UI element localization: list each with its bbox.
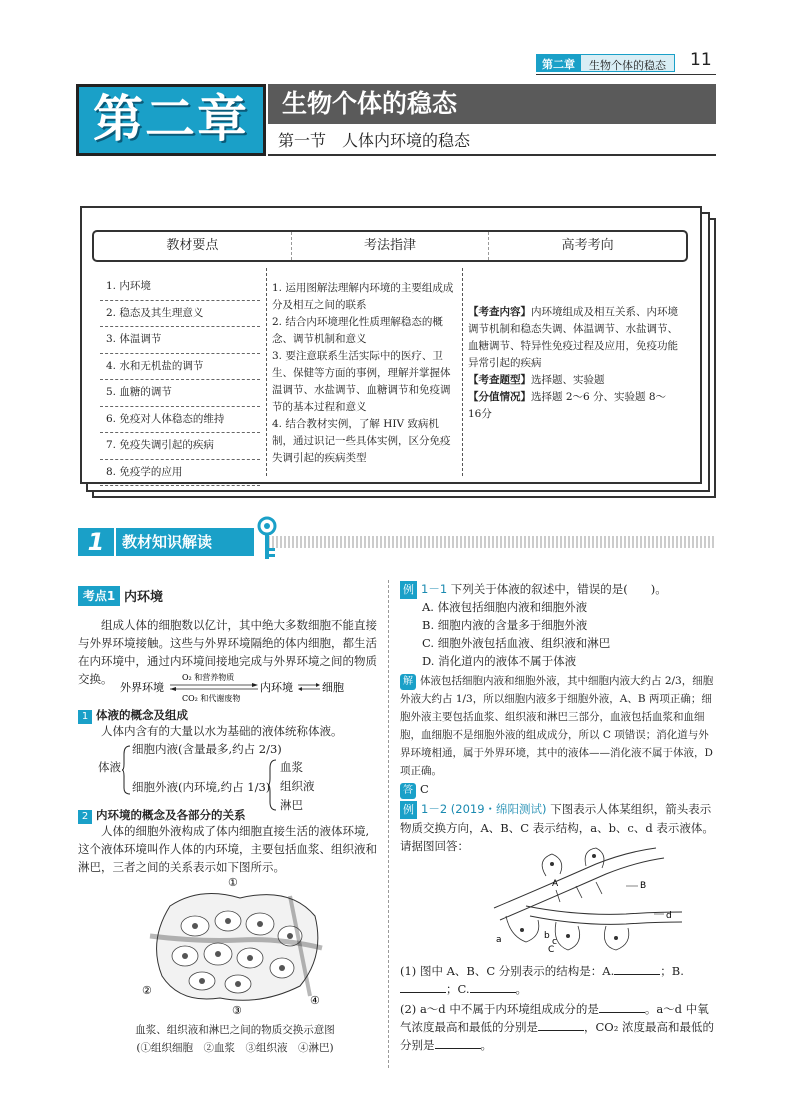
answer-blank[interactable] <box>538 1030 584 1031</box>
fluid-root: 体液 <box>98 760 121 774</box>
question-1: (1) 图中 A、B、C 分别表示的结构是：A. ；B. ；C. 。 <box>400 964 684 996</box>
points-list <box>100 274 260 486</box>
list-item: 5. 血糖的调节 <box>100 380 260 407</box>
page-number: 11 <box>690 50 712 70</box>
running-header <box>536 54 675 72</box>
figure-label: A <box>552 879 559 889</box>
answer-blank[interactable] <box>470 992 516 993</box>
overview-table <box>80 206 702 484</box>
option-c: C. 细胞外液包括血液、组织液和淋巴 <box>422 636 611 650</box>
list-item: 8. 免疫学的应用 <box>100 460 260 487</box>
list-item: 4. 水和无机盐的调节 <box>100 354 260 381</box>
subheading-1: 1 体液的概念及组成 <box>78 706 378 724</box>
flow-bottom: CO₂ 和代谢废物 <box>182 694 241 703</box>
fluid-tissue: 组织液 <box>280 779 315 793</box>
trend-content: 【考查内容】内环境组成及相互关系、内环境调节机制和稳态失调、体温调节、水盐调节、血糖调节、特异性免疫过程及应用，免疫功能异常引起的疾病 <box>468 306 678 369</box>
chapter-badge: 第二章 <box>76 84 266 156</box>
example-2-question: 例 1－2 (2019・绵阳测试) 下图表示人体某组织，箭头表示物质交换方向，A、B、C 表示结构，a、b、c、d 表示液体。请据图回答： <box>400 802 714 853</box>
chapter-tag: 第二章 <box>536 54 581 72</box>
header-rule <box>536 74 716 75</box>
figure-caption: 血浆、组织液和淋巴之间的物质交换示意图 <box>135 1024 335 1036</box>
answer-blank[interactable] <box>614 974 660 975</box>
list-item: 2. 稳态及其生理意义 <box>100 301 260 328</box>
topic-badge: 考点1 <box>78 586 120 606</box>
option-a: A. 体液包括细胞内液和细胞外液 <box>422 600 588 614</box>
list-item: 2. 结合内环境理化性质理解稳态的概念、调节机制和意义 <box>272 316 443 345</box>
trend-score: 【分值情况】选择题 2～6 分、实验题 8～16分 <box>468 391 667 420</box>
section-tag: 生物个体的稳态 <box>581 54 675 72</box>
subheading-2: 2 内环境的概念及各部分的关系 <box>78 806 378 824</box>
trends-block <box>468 304 678 423</box>
trend-type: 【考查题型】选择题、实验题 <box>468 374 605 386</box>
methods-list <box>272 280 458 467</box>
figure-label: ④ <box>310 994 320 1007</box>
chapter-title: 生物个体的稳态 <box>268 84 716 124</box>
figure-label: ② <box>142 984 152 997</box>
flow-right: 细胞 <box>322 681 344 694</box>
list-item: 3. 体温调节 <box>100 327 260 354</box>
example-1-options <box>422 598 712 670</box>
header-methods: 考法指津 <box>291 232 489 260</box>
list-item: 4. 结合教材实例，了解 HIV 致病机制，通过识记一些具体实例，区分免疫失调引起的疾病类型 <box>272 418 451 464</box>
fluid-plasma: 血浆 <box>280 760 303 774</box>
figure-label: B <box>640 881 647 891</box>
question-2: (2) a～d 中不属于内环境组成成分的是 。a～d 中氧气浓度最高和最低的分别是 ，CO₂ 浓度最高和最低的分别是 。 <box>400 1002 714 1052</box>
answer-blank[interactable] <box>599 1012 645 1013</box>
solution-1: 解 体液包括细胞内液和细胞外液，其中细胞内液大约占 2/3，细胞外液大约占 1/3，所以细胞内液多于细胞外液，A、B 两项正确；细胞外液主要包括血浆、组织液和淋巴三部分，血液包括血浆和血细胞，血细胞不是细胞外液的组成成分，所以 C 项错误；消化道与外界环境相通，属于外界环境，其中的液体——消化液不属于体液，D 项正确。 <box>400 675 714 777</box>
list-item: 3. 要注意联系生活实际中的医疗、卫生、保健等方面的事例，理解并掌握体温调节、水盐调节、血糖调节和免疫调节的基本过程和意义 <box>272 350 451 413</box>
fluid-tree <box>98 740 378 812</box>
section-number: 1 <box>78 528 114 556</box>
column-divider <box>462 268 463 476</box>
tissue-structure-figure <box>486 846 686 956</box>
figure-label: ③ <box>232 1004 242 1016</box>
figure-legend: (①组织细胞 ②血浆 ③组织液 ④淋巴) <box>136 1042 334 1054</box>
intro-paragraph: 组成人体的细胞数以亿计，其中绝大多数细胞不能直接与外界环境接触。这些与外界环境隔绝的体内细胞，都生活在内环境中，通过内环境间接地完成与外界环境之间的物质交换。 <box>78 618 377 686</box>
fluid-lymph: 淋巴 <box>280 798 303 812</box>
answer-blank[interactable] <box>435 1048 481 1049</box>
list-item: 1. 内环境 <box>100 274 260 301</box>
example-1-question: 例 1－1 下列关于体液的叙述中，错误的是( )。 <box>400 580 716 599</box>
topic-title: 内环境 <box>124 590 164 605</box>
section-strip <box>268 536 716 548</box>
section-subtitle: 第一节 人体内环境的稳态 <box>268 126 716 156</box>
figure-label: c <box>552 937 557 947</box>
figure-label: a <box>496 935 502 945</box>
list-item: 6. 免疫对人体稳态的维持 <box>100 407 260 434</box>
flow-mid: 内环境 <box>260 681 293 694</box>
key-icon <box>254 516 280 564</box>
column-divider <box>266 268 267 476</box>
flow-top: O₂ 和营养物质 <box>182 673 235 682</box>
tissue-exchange-figure <box>140 876 330 1016</box>
list-item: 7. 免疫失调引起的疾病 <box>100 433 260 460</box>
sub1-text: 人体内含有的大量以水为基础的液体统称体液。 <box>101 724 343 738</box>
exchange-flow <box>120 670 360 704</box>
answer-blank[interactable] <box>400 992 446 993</box>
option-b: B. 细胞内液的含量多于细胞外液 <box>422 618 588 632</box>
column-divider <box>388 580 389 1068</box>
header-trends: 高考考向 <box>488 232 686 260</box>
answer-1: 答 C <box>400 780 716 799</box>
table-header-row <box>92 230 688 262</box>
fluid-extra: 细胞外液(内环境,约占 1/3) <box>132 780 271 794</box>
figure-label: ① <box>228 876 238 889</box>
section-title: 教材知识解读 <box>114 528 254 556</box>
figure-label: C <box>548 945 555 955</box>
figure-label: b <box>544 931 550 941</box>
flow-left: 外界环境 <box>120 681 164 694</box>
header-points: 教材要点 <box>166 238 219 253</box>
option-d: D. 消化道内的液体不属于体液 <box>422 654 577 668</box>
list-item: 1. 运用图解法理解内环境的主要组成成分及相互之间的联系 <box>272 282 454 311</box>
figure-label: d <box>666 911 672 921</box>
fluid-intra: 细胞内液(含量最多,约占 2/3) <box>132 742 282 756</box>
sub2-text: 人体的细胞外液构成了体内细胞直接生活的液体环境,这个液体环境叫作人体的内环境，主要包括血浆、组织液和淋巴，三者之间的关系表示如下图所示。 <box>78 824 377 874</box>
